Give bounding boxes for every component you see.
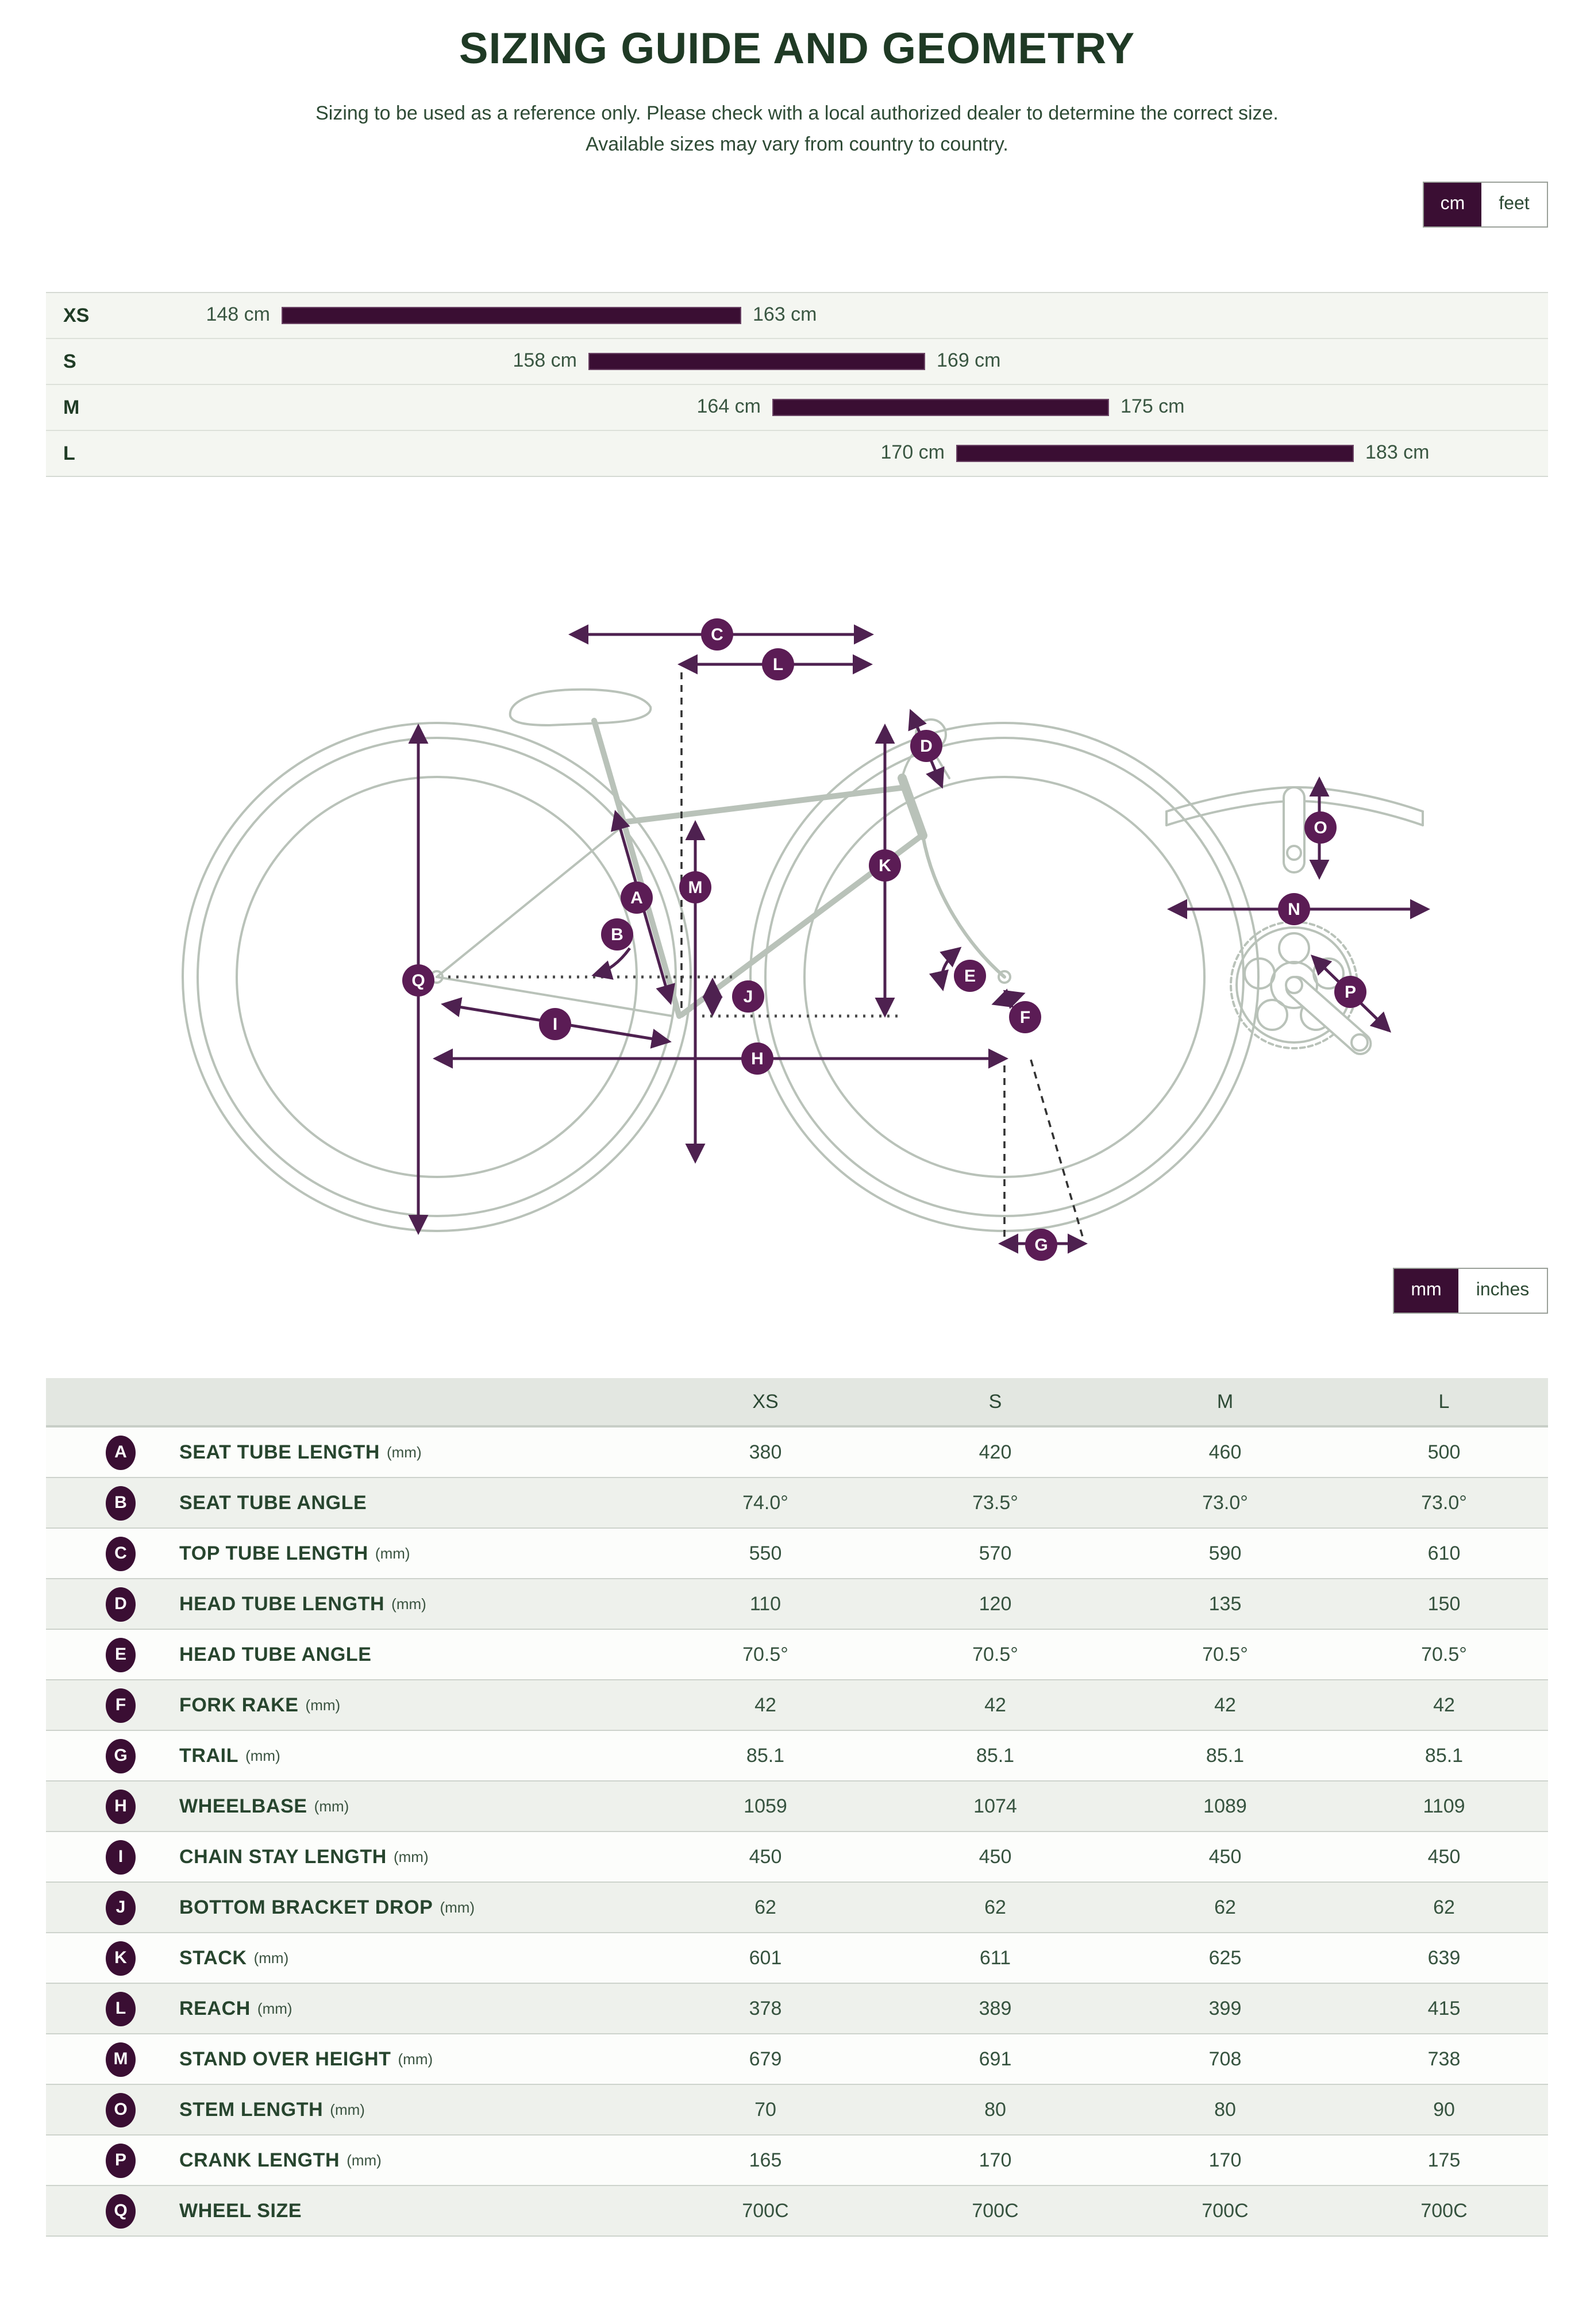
row-label: TOP TUBE LENGTH xyxy=(179,1542,368,1564)
row-letter-badge: Q xyxy=(106,2194,136,2228)
row-value-s: 420 xyxy=(979,1441,1012,1463)
geometry-table-row xyxy=(46,2085,1548,2136)
row-value-xs: 70 xyxy=(754,2098,776,2120)
row-value-m: 460 xyxy=(1208,1441,1242,1463)
svg-text:P: P xyxy=(1344,983,1357,1002)
geometry-table-row xyxy=(46,1478,1548,1529)
geometry-table-header xyxy=(46,1378,1548,1428)
size-label: M xyxy=(63,397,80,418)
dim-label-g xyxy=(1025,1229,1057,1261)
row-label: SEAT TUBE ANGLE xyxy=(179,1491,367,1513)
dim-label-b xyxy=(601,918,633,951)
height-unit-toggle-row xyxy=(46,182,1548,228)
dim-label-f xyxy=(1009,1001,1041,1033)
dim-label-i xyxy=(539,1008,571,1040)
geometry-diagram xyxy=(46,567,1548,1279)
column-header-s: S xyxy=(988,1390,1002,1412)
dim-label-m xyxy=(679,871,711,903)
row-label: BOTTOM BRACKET DROP xyxy=(179,1896,433,1918)
row-letter-badge: G xyxy=(106,1738,136,1773)
row-value-m: 708 xyxy=(1208,2048,1242,2069)
row-label-cell xyxy=(46,1587,650,1621)
row-value-s: 85.1 xyxy=(976,1744,1015,1766)
row-label-cell xyxy=(46,1789,650,1823)
row-label-cell xyxy=(46,1941,650,1975)
row-value-xs: 679 xyxy=(749,2048,782,2069)
row-value-l: 610 xyxy=(1427,1542,1461,1564)
row-value-m: 135 xyxy=(1208,1592,1242,1614)
svg-text:M: M xyxy=(688,878,703,897)
row-value-s: 611 xyxy=(979,1946,1011,1968)
size-max-label: 169 cm xyxy=(937,349,1001,371)
row-letter-badge: I xyxy=(106,1840,136,1874)
row-letter-badge: D xyxy=(106,1587,136,1621)
size-min-label: 164 cm xyxy=(696,395,761,417)
row-letter-badge: F xyxy=(106,1688,136,1722)
geometry-table-row xyxy=(46,1529,1548,1579)
row-value-xs: 42 xyxy=(754,1694,776,1715)
svg-text:D: D xyxy=(920,737,933,756)
row-value-xs: 110 xyxy=(749,1592,781,1614)
svg-text:H: H xyxy=(751,1049,764,1068)
dim-label-p xyxy=(1334,976,1366,1008)
dim-label-d xyxy=(910,730,942,762)
row-value-m: 42 xyxy=(1214,1694,1236,1715)
frame-tubes xyxy=(437,778,1004,1016)
geometry-unit-toggle xyxy=(1393,1268,1548,1314)
size-row xyxy=(46,385,1548,431)
geometry-table-body xyxy=(46,1428,1548,2237)
svg-text:E: E xyxy=(964,967,976,986)
size-bar xyxy=(956,445,1354,462)
subtitle-line-1: Sizing to be used as a reference only. Please check with a local authorized dealer to determine the correct size. xyxy=(315,102,1279,124)
row-value-l: 70.5° xyxy=(1421,1643,1467,1665)
row-value-s: 700C xyxy=(972,2199,1019,2221)
dim-label-h xyxy=(741,1042,773,1075)
row-value-l: 639 xyxy=(1427,1946,1461,1968)
row-unit: (mm) xyxy=(346,2152,382,2169)
row-value-m: 399 xyxy=(1208,1997,1242,2019)
geometry-table-row xyxy=(46,1630,1548,1680)
size-min-label: 170 cm xyxy=(880,441,945,463)
geometry-diagram-svg xyxy=(46,567,1548,1279)
row-label-cell xyxy=(46,1991,650,2026)
dim-label-j xyxy=(732,980,764,1013)
row-value-m: 85.1 xyxy=(1206,1744,1245,1766)
row-value-xs: 550 xyxy=(749,1542,782,1564)
row-label-cell xyxy=(46,1738,650,1773)
row-unit: (mm) xyxy=(330,2101,365,2118)
page-subtitle xyxy=(46,98,1548,160)
toggle-option-inches[interactable]: inches xyxy=(1458,1269,1547,1313)
row-unit: (mm) xyxy=(257,2000,292,2017)
row-letter-badge: O xyxy=(106,2092,136,2127)
svg-text:F: F xyxy=(1019,1008,1031,1027)
row-label: STEM LENGTH xyxy=(179,2098,324,2120)
row-value-l: 500 xyxy=(1427,1441,1461,1463)
toggle-option-mm[interactable]: mm xyxy=(1394,1269,1458,1313)
row-value-l: 738 xyxy=(1427,2048,1461,2069)
row-letter-badge: K xyxy=(106,1941,136,1975)
dim-label-e xyxy=(954,960,986,992)
row-value-xs: 378 xyxy=(749,1997,782,2019)
size-row xyxy=(46,431,1548,476)
row-value-s: 70.5° xyxy=(972,1643,1018,1665)
row-label-cell xyxy=(46,1435,650,1469)
size-min-label: 158 cm xyxy=(513,349,577,371)
row-label: WHEELBASE xyxy=(179,1795,307,1817)
size-bar xyxy=(772,399,1109,416)
svg-text:L: L xyxy=(772,655,784,674)
size-row xyxy=(46,339,1548,385)
geometry-table-row xyxy=(46,1883,1548,1933)
row-unit: (mm) xyxy=(386,1444,422,1461)
height-unit-toggle xyxy=(1423,182,1548,228)
row-unit: (mm) xyxy=(398,2050,433,2068)
size-chart xyxy=(46,292,1548,477)
geometry-table-row xyxy=(46,1428,1548,1478)
geometry-table-row xyxy=(46,1832,1548,1883)
page xyxy=(0,25,1594,2324)
row-value-m: 62 xyxy=(1214,1896,1236,1918)
row-value-xs: 380 xyxy=(749,1441,782,1463)
row-value-xs: 70.5° xyxy=(742,1643,788,1665)
row-label: HEAD TUBE ANGLE xyxy=(179,1643,372,1665)
size-bar xyxy=(282,307,741,324)
row-letter-badge: B xyxy=(106,1486,136,1520)
dim-label-q xyxy=(402,964,434,996)
row-value-xs: 62 xyxy=(754,1896,776,1918)
row-label: FORK RAKE xyxy=(179,1694,299,1715)
dim-label-o xyxy=(1304,811,1337,844)
geometry-table-row xyxy=(46,2034,1548,2085)
row-value-l: 85.1 xyxy=(1424,1744,1464,1766)
row-label: STAND OVER HEIGHT xyxy=(179,2048,391,2069)
column-header-m: M xyxy=(1216,1390,1234,1412)
row-label: SEAT TUBE LENGTH xyxy=(179,1441,380,1463)
size-max-label: 175 cm xyxy=(1121,395,1185,417)
row-value-s: 80 xyxy=(984,2098,1006,2120)
row-value-s: 450 xyxy=(979,1845,1012,1867)
size-min-label: 148 cm xyxy=(206,303,270,325)
row-value-m: 80 xyxy=(1214,2098,1236,2120)
geometry-table-row xyxy=(46,1782,1548,1832)
geometry-table-row xyxy=(46,1933,1548,1984)
column-header-xs: XS xyxy=(752,1390,779,1412)
bike-frame-drawing xyxy=(183,690,1423,1231)
row-label: WHEEL SIZE xyxy=(179,2199,302,2221)
size-row xyxy=(46,293,1548,339)
row-value-s: 73.5° xyxy=(972,1491,1018,1513)
row-label: STACK xyxy=(179,1946,247,1968)
row-value-xs: 74.0° xyxy=(742,1491,788,1513)
row-value-xs: 165 xyxy=(749,2149,782,2171)
geometry-table-row xyxy=(46,1731,1548,1782)
column-header-l: L xyxy=(1438,1390,1450,1412)
svg-text:G: G xyxy=(1034,1236,1048,1255)
row-value-s: 62 xyxy=(984,1896,1006,1918)
dim-label-l xyxy=(762,648,794,680)
row-value-m: 450 xyxy=(1208,1845,1242,1867)
dim-label-n xyxy=(1278,893,1310,925)
row-value-l: 90 xyxy=(1433,2098,1455,2120)
row-value-l: 415 xyxy=(1427,1997,1461,2019)
row-label-cell xyxy=(46,2194,650,2228)
handlebar-top-view-icon xyxy=(1166,787,1423,872)
row-value-xs: 85.1 xyxy=(746,1744,785,1766)
row-label-cell xyxy=(46,1536,650,1571)
row-letter-badge: E xyxy=(106,1637,136,1672)
row-letter-badge: C xyxy=(106,1536,136,1571)
row-value-xs: 700C xyxy=(742,2199,789,2221)
row-label: HEAD TUBE LENGTH xyxy=(179,1592,385,1614)
row-letter-badge: A xyxy=(106,1435,136,1469)
size-label: XS xyxy=(63,305,90,326)
row-value-m: 590 xyxy=(1208,1542,1242,1564)
size-max-label: 163 cm xyxy=(753,303,817,325)
svg-text:I: I xyxy=(552,1015,558,1034)
geometry-table-row xyxy=(46,1579,1548,1630)
page-title: SIZING GUIDE AND GEOMETRY xyxy=(459,25,1135,74)
row-unit: (mm) xyxy=(253,1949,289,1967)
row-value-l: 62 xyxy=(1433,1896,1455,1918)
geometry-table-row xyxy=(46,2136,1548,2186)
row-unit: (mm) xyxy=(314,1798,349,1815)
row-value-m: 73.0° xyxy=(1202,1491,1248,1513)
row-letter-badge: L xyxy=(106,1991,136,2026)
row-value-m: 1089 xyxy=(1203,1795,1247,1817)
size-label: L xyxy=(63,443,75,464)
row-value-l: 42 xyxy=(1433,1694,1455,1715)
row-value-m: 625 xyxy=(1208,1946,1242,1968)
row-label-cell xyxy=(46,1637,650,1672)
row-label-cell xyxy=(46,1486,650,1520)
row-letter-badge: P xyxy=(106,2143,136,2177)
row-value-s: 1074 xyxy=(973,1795,1017,1817)
row-value-xs: 601 xyxy=(749,1946,782,1968)
row-value-s: 389 xyxy=(979,1997,1012,2019)
svg-text:C: C xyxy=(711,625,723,644)
svg-text:N: N xyxy=(1288,900,1300,919)
row-label-cell xyxy=(46,1890,650,1925)
dim-label-c xyxy=(701,618,733,651)
svg-text:O: O xyxy=(1314,818,1327,837)
row-unit: (mm) xyxy=(305,1696,341,1714)
geometry-table-row xyxy=(46,1984,1548,2034)
row-unit: (mm) xyxy=(393,1848,429,1865)
row-value-s: 691 xyxy=(979,2048,1012,2069)
row-letter-badge: M xyxy=(106,2042,136,2076)
row-label: CHAIN STAY LENGTH xyxy=(179,1845,387,1867)
dim-label-k xyxy=(869,849,901,882)
row-unit: (mm) xyxy=(440,1899,475,1916)
svg-text:A: A xyxy=(630,888,643,907)
size-label: S xyxy=(63,351,76,372)
svg-text:B: B xyxy=(611,925,623,944)
row-unit: (mm) xyxy=(375,1545,410,1562)
row-value-l: 1109 xyxy=(1423,1795,1465,1817)
row-value-m: 70.5° xyxy=(1202,1643,1248,1665)
row-value-l: 150 xyxy=(1427,1592,1461,1614)
row-letter-badge: J xyxy=(106,1890,136,1925)
geometry-table-row xyxy=(46,1680,1548,1731)
row-value-m: 170 xyxy=(1208,2149,1242,2171)
size-bar xyxy=(588,353,925,370)
row-unit: (mm) xyxy=(391,1595,426,1613)
toggle-option-feet[interactable]: feet xyxy=(1481,183,1547,226)
dimension-arrows xyxy=(418,634,1426,1244)
row-label-cell xyxy=(46,2042,650,2076)
geometry-table xyxy=(46,1378,1548,2237)
svg-text:K: K xyxy=(879,856,891,875)
row-label: CRANK LENGTH xyxy=(179,2149,340,2171)
row-label-cell xyxy=(46,2143,650,2177)
size-max-label: 183 cm xyxy=(1365,441,1430,463)
toggle-option-cm[interactable]: cm xyxy=(1424,183,1481,226)
row-value-l: 175 xyxy=(1427,2149,1461,2171)
row-label-cell xyxy=(46,2092,650,2127)
row-value-l: 700C xyxy=(1420,2199,1468,2221)
row-value-s: 170 xyxy=(979,2149,1012,2171)
row-value-l: 73.0° xyxy=(1421,1491,1467,1513)
row-label: REACH xyxy=(179,1997,251,2019)
row-value-l: 450 xyxy=(1427,1845,1461,1867)
row-label: TRAIL xyxy=(179,1744,239,1766)
row-unit: (mm) xyxy=(245,1747,280,1764)
row-value-s: 570 xyxy=(979,1542,1012,1564)
row-label-cell xyxy=(46,1840,650,1874)
row-value-xs: 1059 xyxy=(744,1795,787,1817)
geometry-table-row xyxy=(46,2186,1548,2237)
svg-text:Q: Q xyxy=(411,971,425,990)
row-value-s: 120 xyxy=(979,1592,1012,1614)
row-value-m: 700C xyxy=(1202,2199,1249,2221)
dim-label-a xyxy=(621,882,653,914)
subtitle-line-2: Available sizes may vary from country to country. xyxy=(586,133,1008,155)
svg-text:J: J xyxy=(743,987,753,1006)
row-value-xs: 450 xyxy=(749,1845,782,1867)
row-letter-badge: H xyxy=(106,1789,136,1823)
row-value-s: 42 xyxy=(984,1694,1006,1715)
row-label-cell xyxy=(46,1688,650,1722)
